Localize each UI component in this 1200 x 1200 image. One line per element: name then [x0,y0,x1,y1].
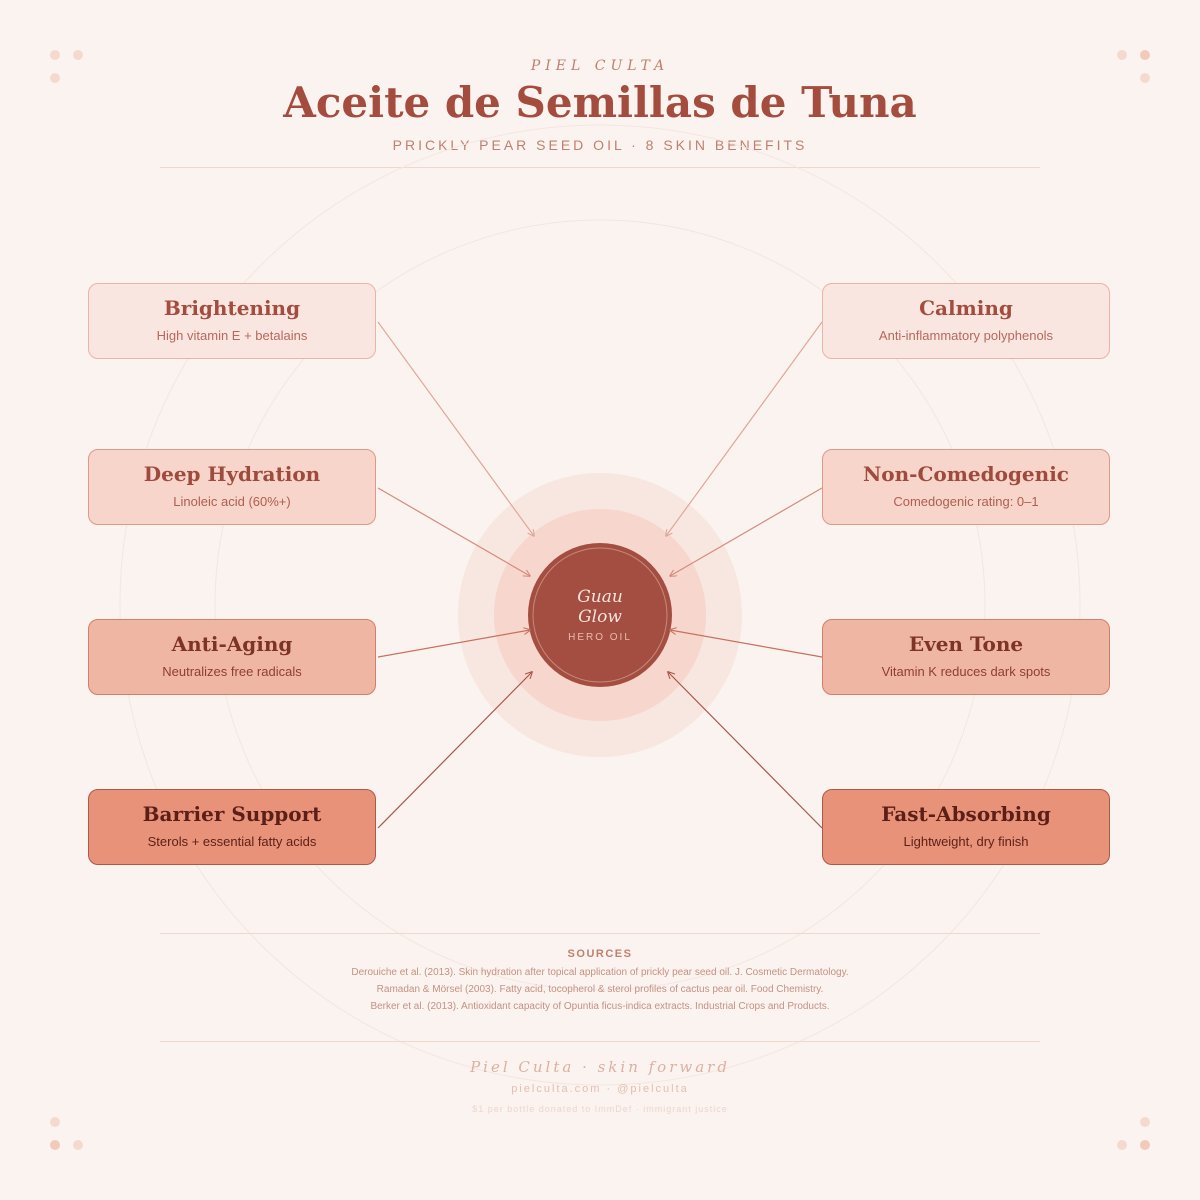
footer-donation-note: $1 per bottle donated to ImmDef · immigrant justice [472,1104,728,1114]
arrow-fast-absorbing [668,672,822,828]
benefit-desc: Neutralizes free radicals [162,664,302,679]
page-subtitle: PRICKLY PEAR SEED OIL · 8 SKIN BENEFITS [392,137,808,153]
hub-line-1: Guau [577,587,623,607]
benefit-title: Fast-Absorbing [881,802,1051,826]
sources-divider [160,933,1040,934]
benefit-title: Even Tone [908,632,1024,656]
benefit-card-calming [822,283,1110,359]
benefit-card-barrier-support [88,789,376,865]
benefit-card-deep-hydration [88,449,376,525]
benefit-desc: Lightweight, dry finish [903,834,1029,849]
benefit-title: Brightening [163,296,301,320]
benefit-desc: Linoleic acid (60%+) [173,494,291,509]
hub-line-2: Glow [578,607,622,627]
footer-brand: Piel Culta · skin forward [470,1058,730,1076]
arrow-brightening [378,322,534,536]
source-citation: Ramadan & Mörsel (2003). Fatty acid, tocopherol & sterol profiles of cactus pear oil. Food Chemistry. [376,984,824,995]
benefit-title: Deep Hydration [143,462,321,486]
benefit-desc: Comedogenic rating: 0–1 [893,494,1039,509]
footer-divider [160,1041,1040,1042]
benefit-title: Non-Comedogenic [863,462,1069,486]
hub-tag: HERO OIL [568,632,632,643]
benefit-desc: High vitamin E + betalains [156,328,308,343]
source-citation: Berker et al. (2013). Antioxidant capacity of Opuntia ficus-indica extracts. Industrial Crops and Products. [370,1001,830,1012]
sources-heading: SOURCES [567,948,633,960]
page-title: Aceite de Semillas de Tuna [283,78,917,127]
arrow-calming [666,322,822,536]
brand-eyebrow: PIEL CULTA [530,58,670,74]
benefit-card-non-comedogenic [822,449,1110,525]
benefit-card-even-tone [822,619,1110,695]
benefit-title: Barrier Support [142,802,322,826]
footer-handle: pielculta.com · @pielculta [511,1083,689,1095]
benefit-card-anti-aging [88,619,376,695]
benefit-card-fast-absorbing [822,789,1110,865]
benefit-title: Anti-Aging [171,632,293,656]
arrow-barrier-support [378,672,532,828]
benefit-title: Calming [919,296,1013,320]
source-citation: Derouiche et al. (2013). Skin hydration after topical application of prickly pear seed oil. J. Cosmetic Dermatology. [351,967,849,978]
benefit-card-brightening [88,283,376,359]
benefit-desc: Vitamin K reduces dark spots [881,664,1051,679]
benefit-desc: Anti-inflammatory polyphenols [878,328,1054,343]
benefit-desc: Sterols + essential fatty acids [147,834,317,849]
